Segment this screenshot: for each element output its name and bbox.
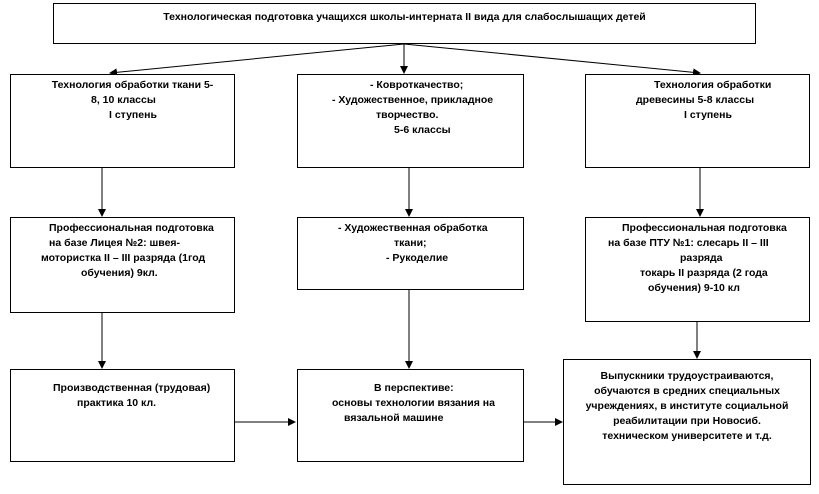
box-line: В перспективе: (374, 382, 454, 394)
box-praktika (10, 369, 235, 462)
box-line: на базе ПТУ №1: слесарь II – III (608, 237, 769, 249)
box-line: - Ковроткачество; (370, 79, 464, 91)
box-line: - Художественное, прикладное (332, 94, 494, 106)
box-line: 8, 10 классы (91, 94, 156, 106)
box-prof-ptu (585, 217, 810, 322)
box-prof-licey (10, 217, 235, 313)
arrow-title-to-right (404, 44, 700, 73)
box-perspektiva (297, 369, 524, 462)
title-text: Технологическая подготовка учащихся школы-интерната II вида для слабослышащих детей (163, 11, 646, 23)
box-line: Профессиональная подготовка (49, 222, 214, 234)
box-line: мотористка II – III разряда (1год (41, 252, 206, 264)
box-line: древесины 5-8 классы (636, 94, 755, 106)
box-line: Выпускники трудоустраиваются, (600, 370, 774, 382)
box-line: вязальной машине (344, 412, 444, 424)
box-line: на базе Лицея №2: швея- (49, 237, 181, 249)
box-line: учреждениях, в институте социальной (585, 400, 789, 412)
box-line: Производственная (трудовая) (53, 382, 211, 394)
box-line: обучения) 9-10 кл (648, 282, 740, 294)
box-line: 5-6 классы (394, 124, 451, 136)
box-line: разряда (680, 252, 723, 264)
box-line: Технология обработки ткани 5- (51, 79, 214, 91)
box-line: токарь II разряда (2 года (640, 267, 768, 279)
box-line: основы технологии вязания на (332, 397, 495, 409)
box-line: I ступень (684, 109, 732, 121)
box-line: техническом университете и т.д. (602, 430, 772, 442)
arrow-title-to-left (110, 44, 404, 73)
box-line: Технология обработки (654, 79, 772, 91)
box-tech-tkani (10, 74, 235, 168)
box-tech-drev (585, 74, 810, 168)
box-vypuskniki (563, 359, 811, 485)
box-line: реабилитации при Новосиб. (613, 415, 761, 427)
box-hud-tkani (297, 217, 524, 290)
box-line: творчество. (376, 109, 439, 121)
title-box (53, 3, 756, 44)
box-kovro (297, 74, 524, 168)
box-line: ткани; (394, 237, 427, 249)
box-line: обучаются в средних специальных (594, 385, 780, 397)
box-line: практика 10 кл. (77, 397, 157, 409)
box-line: - Рукоделие (386, 252, 449, 264)
box-line: обучения) 9кл. (81, 267, 158, 279)
box-line: Профессиональная подготовка (622, 222, 787, 234)
box-line: - Художественная обработка (338, 222, 488, 234)
box-line: I ступень (109, 109, 157, 121)
